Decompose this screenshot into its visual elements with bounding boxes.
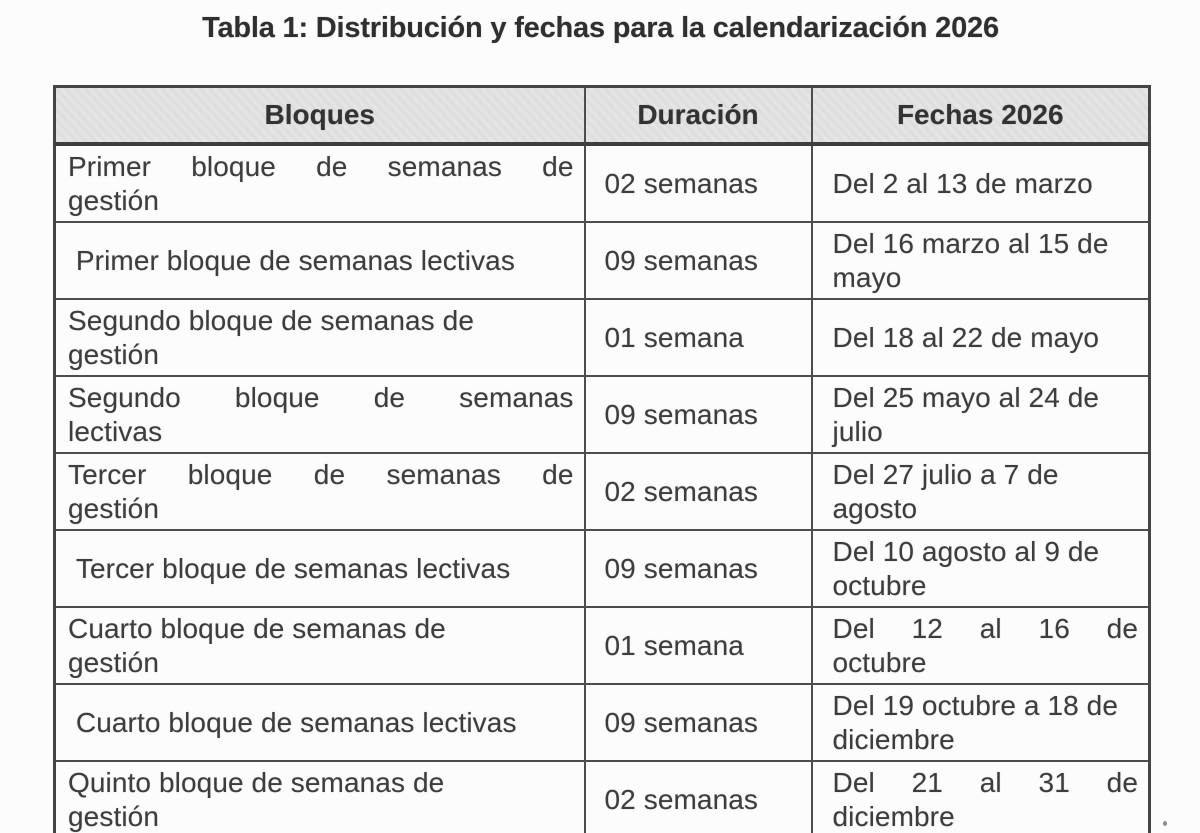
duracion-value: 09 semanas <box>604 398 759 430</box>
table-row <box>55 144 1150 222</box>
table-row <box>55 684 1150 761</box>
col-header-duracion: Duración <box>585 87 812 145</box>
duracion-value: 01 semana <box>604 321 744 353</box>
fechas-cell-line: octubre <box>832 646 927 678</box>
fechas-cell <box>812 530 1150 607</box>
bloques-cell-line: gestión <box>68 800 159 832</box>
duracion-value: 02 semanas <box>604 167 759 199</box>
bloques-cell <box>55 299 585 376</box>
bloques-cell-line: gestión <box>68 646 159 678</box>
fechas-cell-line: diciembre <box>832 800 955 832</box>
table-row <box>55 222 1150 299</box>
bloques-cell-line: Primer bloque de semanas de <box>68 150 574 182</box>
scan-artifact-dot <box>1163 821 1167 826</box>
bloques-cell <box>55 222 585 299</box>
duracion-value: 02 semanas <box>604 475 759 507</box>
table-row <box>55 607 1150 684</box>
bloques-cell-line: Quinto bloque de semanas de <box>68 766 445 798</box>
duracion-value: 09 semanas <box>604 244 759 276</box>
bloques-cell-line: Primer bloque de semanas lectivas <box>68 244 515 276</box>
fechas-cell-line: diciembre <box>832 723 955 755</box>
bloques-cell-line: Cuarto bloque de semanas de <box>68 612 446 644</box>
duracion-value: 09 semanas <box>604 552 759 584</box>
fechas-cell-line: agosto <box>832 492 918 524</box>
fechas-cell <box>812 607 1150 684</box>
fechas-cell-line: Del 12 al 16 de <box>832 612 1138 644</box>
fechas-cell-line: Del 18 al 22 de mayo <box>832 321 1100 353</box>
table-row <box>55 530 1150 607</box>
table-row <box>55 376 1150 453</box>
table-header <box>55 87 1150 145</box>
duracion-cell <box>585 530 812 607</box>
bloques-cell <box>55 453 585 530</box>
fechas-cell <box>812 453 1150 530</box>
table-row <box>55 761 1150 833</box>
fechas-cell <box>812 761 1150 833</box>
fechas-cell-line: Del 21 al 31 de <box>832 766 1138 798</box>
duracion-cell <box>585 761 812 833</box>
fechas-cell-line: mayo <box>832 261 902 293</box>
bloques-cell-line: Tercer bloque de semanas de <box>68 458 574 490</box>
bloques-cell-line: Segundo bloque de semanas <box>68 381 574 413</box>
fechas-cell-line: Del 25 mayo al 24 de <box>832 381 1100 413</box>
duracion-value: 01 semana <box>604 629 744 661</box>
bloques-cell <box>55 144 585 222</box>
bloques-cell <box>55 684 585 761</box>
fechas-cell-line: Del 10 agosto al 9 de <box>832 535 1100 567</box>
duracion-cell <box>585 376 812 453</box>
duracion-cell <box>585 222 812 299</box>
fechas-cell <box>812 222 1150 299</box>
fechas-cell-line: Del 27 julio a 7 de <box>832 458 1059 490</box>
col-header-fechas: Fechas 2026 <box>812 87 1150 145</box>
table-header-row <box>55 87 1150 145</box>
duracion-cell <box>585 607 812 684</box>
bloques-cell-line: gestión <box>68 338 159 370</box>
fechas-cell <box>812 684 1150 761</box>
fechas-cell <box>812 376 1150 453</box>
table-row <box>55 299 1150 376</box>
table-body <box>55 144 1150 833</box>
table-row <box>55 453 1150 530</box>
bloques-cell <box>55 376 585 453</box>
bloques-cell-line: lectivas <box>68 415 163 447</box>
duracion-cell <box>585 144 812 222</box>
bloques-cell-line: gestión <box>68 492 159 524</box>
duracion-cell <box>585 453 812 530</box>
fechas-cell-line: octubre <box>832 569 927 601</box>
bloques-cell-line: Cuarto bloque de semanas lectivas <box>68 706 517 738</box>
fechas-cell-line: Del 16 marzo al 15 de <box>832 227 1109 259</box>
fechas-cell <box>812 299 1150 376</box>
bloques-cell-line: Segundo bloque de semanas de <box>68 304 475 336</box>
bloques-cell <box>55 761 585 833</box>
table-title: Tabla 1: Distribución y fechas para la calendarización 2026 <box>202 12 999 44</box>
col-header-bloques: Bloques <box>55 87 585 145</box>
duracion-cell <box>585 299 812 376</box>
bloques-cell <box>55 530 585 607</box>
fechas-cell-line: Del 2 al 13 de marzo <box>832 167 1093 199</box>
duracion-value: 09 semanas <box>604 706 759 738</box>
duracion-value: 02 semanas <box>604 783 759 815</box>
fechas-cell <box>812 144 1150 222</box>
bloques-cell-line: Tercer bloque de semanas lectivas <box>68 552 511 584</box>
fechas-cell-line: Del 19 octubre a 18 de <box>832 689 1119 721</box>
bloques-cell <box>55 607 585 684</box>
duracion-cell <box>585 684 812 761</box>
calendar-table <box>53 85 1151 833</box>
fechas-cell-line: julio <box>832 415 883 447</box>
bloques-cell-line: gestión <box>68 184 159 216</box>
